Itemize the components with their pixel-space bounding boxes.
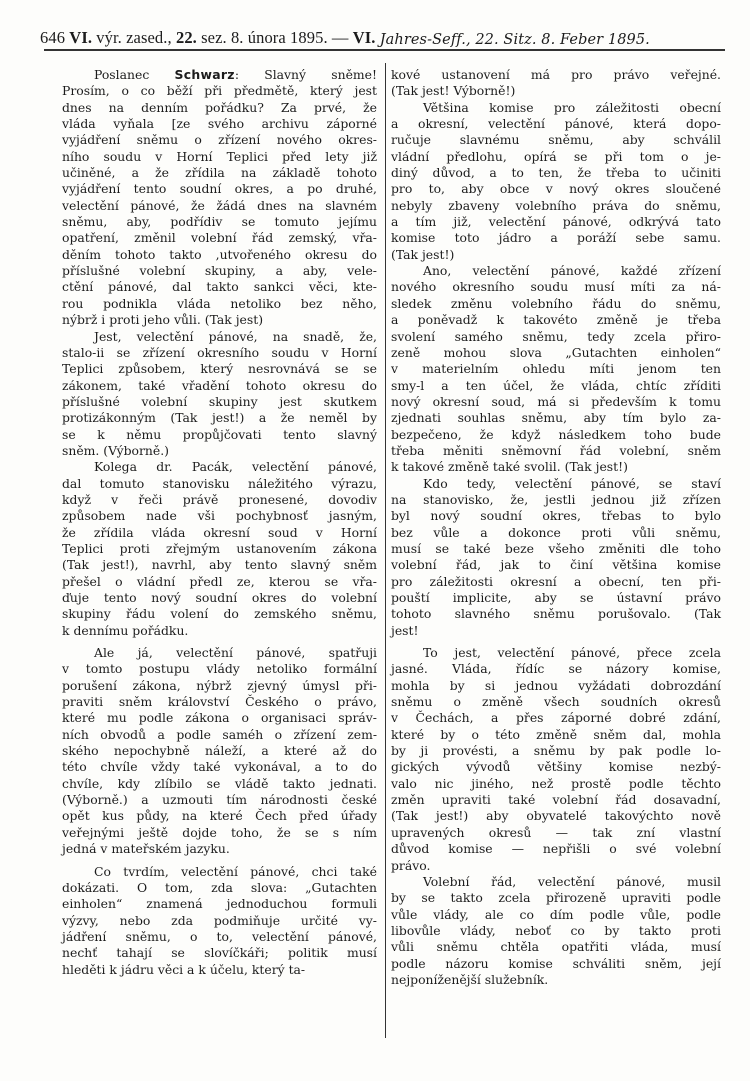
text-line: sněmu o změně všech soudních okresů: [391, 694, 721, 710]
text-line: volební řád, jak to činí většina komise: [391, 557, 721, 573]
text-line: dnes na denním pořádku? Za prvé, že: [62, 99, 377, 115]
text-line: ského nepochybně náleží, a které až do: [62, 743, 377, 759]
text-line: [62, 67, 377, 83]
text-line: které by o této změně sněm dal, mohla: [391, 726, 721, 742]
text-line: Většina komise pro záležitosti obecní: [423, 99, 721, 115]
text-line: Ano, velectění pánové, každé zřízení: [423, 263, 721, 279]
text-line: (Výborně.) a uzmouti tím národnosti české: [62, 792, 377, 808]
text-line: To jest, velectění pánové, přece zcela: [423, 645, 721, 661]
text-line: Volební řád, velectění pánové, musil: [423, 873, 721, 889]
text-line: rou podnikla vláda netoliko bez něho,: [62, 295, 377, 311]
text-line: a poněvadž k takovéto změně je třeba: [391, 312, 721, 328]
text-line: když v řeči právě pronesené, dovodiv: [62, 491, 377, 507]
text-line: vůle vlády, ale co dím podle vůle, podle: [391, 906, 721, 922]
text-line: ního soudu v Horní Teplici před lety již: [62, 148, 377, 164]
text-line: pouští implicite, aby se ústavní právo: [391, 590, 721, 605]
text-line: že zřídila vláda okresní soud v Horní: [62, 524, 377, 540]
text-line: Jest, velectění pánové, na snadě, že,: [94, 328, 377, 344]
text-line: bez vůle a dokonce proti vůli sněmu,: [391, 524, 721, 540]
text-line: porušení zákona, nýbrž zjevný úmysl při-: [62, 677, 377, 693]
paragraph: [62, 459, 377, 639]
text-line: jádření sněmu, o to, velectění pánové,: [62, 928, 377, 944]
text-line: (Tak jest!) aby obyvatelé takovýchto nově: [391, 808, 721, 824]
speaker-prefix: Poslanec: [94, 67, 150, 82]
text-line: příslušné volební skupiny jest skutkem: [62, 393, 377, 409]
text-line: třeba měniti sněmovní řád volební, sněm: [391, 442, 721, 458]
text-line: by ji provésti, a sněmu by pak podle lo-: [391, 743, 721, 759]
paragraph: [62, 645, 377, 857]
text-line: Kolega dr. Pacák, velectění pánové,: [94, 459, 377, 475]
cz-session-label: výr. zased.,: [96, 28, 172, 47]
text-line: gických vývodů většiny komise nezbý-: [391, 759, 721, 775]
text-line: musí se také beze všeho změniti dle toho: [391, 540, 721, 556]
text-line: by se takto zcela přirozeně upraviti podle: [391, 890, 721, 906]
text-line: (Tak jest!): [391, 246, 455, 262]
text-line: hleděti k jádru věci a k účelu, který ta-: [62, 961, 306, 977]
text-line: způsobem nade vši pochybnosť jasným,: [62, 508, 377, 524]
left-column: [62, 67, 377, 978]
text-line: libovůle vlády, neboť co by takto proti: [391, 922, 721, 938]
text-line: (Tak jest!), navrhl, aby tento slavný sněm: [62, 557, 377, 573]
text-line: Teplici proti zřejmým ustanovením zákona: [62, 540, 377, 556]
text-line: vůli sněmu chtěla opatřiti vláda, musí: [391, 939, 721, 955]
text-line: opět kus půdy, na které Čech před úřady: [62, 808, 377, 824]
paragraph: [391, 263, 721, 475]
paragraph: [391, 476, 721, 639]
speaker-salutation: : Slavný sněme!: [234, 67, 377, 82]
speaker-name: Schwarz: [174, 67, 235, 82]
text-line: vyjádření tento soudní okres, a po druhé,: [62, 181, 377, 197]
header-rule: [44, 49, 725, 51]
page-number: 646: [40, 28, 66, 47]
text-line: příslušné volební skupiny, a aby, vele-: [62, 263, 377, 279]
paragraph: [391, 100, 721, 263]
text-line: nechť tahají se slovíčkáři; politik musí: [62, 945, 377, 961]
cz-sitting-number: 22.: [175, 28, 197, 47]
text-line: ních obvodů a podle saméh o zřízení zem-: [62, 726, 377, 742]
text-line: nového okresního soudu musí míti za ná-: [391, 279, 721, 295]
text-line: podle názoru komise schváliti sněm, její: [391, 955, 721, 971]
text-line: tohoto slavného sněmu porušovalo. (Tak: [391, 606, 721, 622]
cz-date: sez. 8. února 1895. —: [201, 28, 349, 47]
cz-session-number: VI.: [69, 28, 93, 47]
running-header: [40, 22, 725, 48]
text-line: této chvíle vždy také vykonával, a to do: [62, 759, 377, 775]
text-line: přešel o vládní předl ze, kterou se vřa-: [62, 573, 377, 589]
text-line: pro to, aby obce v nový okres sloučené: [391, 181, 721, 197]
text-line: (Tak jest! Výborně!): [391, 83, 516, 99]
paragraph: [62, 864, 377, 978]
text-line: veřejnými ještě dojde toho, že se s ním: [62, 824, 377, 840]
text-line: praviti sněm království Českého o právo,: [62, 694, 377, 710]
text-line: nejponíženější služebník.: [391, 971, 549, 987]
de-session-number: VI.: [352, 28, 376, 47]
text-line: Prosím, o co běží při předmětě, který jest: [62, 83, 377, 99]
text-line: Teplici způsobem, který nesrovnává se se: [62, 361, 377, 377]
text-line: byl nový soudní okres, třebas to bylo: [391, 508, 721, 524]
text-line: dal tomuto stanovisku náležitého výrazu,: [62, 475, 377, 491]
text-line: změn upraviti také volební řád dosavadní,: [391, 792, 721, 808]
paragraph: [62, 329, 377, 460]
text-line: zjednati souhlas sněmu, aby tím bylo za-: [391, 410, 721, 426]
text-line: vláda vyňala [ze svého archivu záporné: [62, 116, 377, 132]
text-line: zákonem, také vřadění tohoto okresu do: [62, 377, 377, 393]
paragraph: [391, 874, 721, 988]
text-line: vládní předlohu, opírá se při tom o je-: [391, 148, 721, 164]
text-line: ďuje tento nový soudní okres do volební: [62, 590, 377, 605]
text-line: chvíle, kdy zlíbilo se vládě takto jednati.: [62, 775, 377, 791]
text-line: a okresní, velectění pánové, která dopo-: [391, 116, 721, 132]
de-session-date: Jahres-Seff., 22. Sitz. 8. Feber 1895.: [379, 32, 650, 48]
text-line: vyjádření sněmu o zřízení nového okres-: [62, 132, 377, 148]
text-line: sledek změnu volebního řádu do sněmu,: [391, 295, 721, 311]
text-line: učiněné, a že zřídila na základě tohoto: [62, 165, 377, 181]
paragraph: [391, 67, 721, 100]
right-column: [391, 67, 721, 988]
text-line: skupiny řádu volení do zemského sněmu,: [62, 606, 377, 622]
text-line: opatření, změnil volební řád zemský, vřa-: [62, 230, 377, 246]
text-line: Kdo tedy, velectění pánové, se staví: [423, 475, 721, 491]
text-line: k takové změně také svolil. (Tak jest!): [391, 459, 628, 475]
paragraph-lines: [62, 83, 377, 328]
text-line: jest!: [391, 622, 419, 638]
text-line: bezpečeno, že když následkem toho bude: [391, 426, 721, 442]
text-line: mohla by si jednou vyžádati dobrozdání: [391, 677, 721, 693]
text-line: protizákonným (Tak jest!) a že neměl by: [62, 410, 377, 426]
text-line: k dennímu pořádku.: [62, 622, 189, 638]
text-line: ručuje slavnému sněmu, aby schválil: [391, 132, 721, 148]
text-line: dokázati. O tom, zda slova: „Gutachten: [62, 879, 377, 895]
text-line: nový okresní soud, má si především k tomu: [391, 393, 721, 409]
text-line: v tomto postupu vlády netoliko formální: [62, 661, 377, 677]
text-line: valo nic jiného, než prostě podle těchto: [391, 775, 721, 791]
text-line: ctění pánové, dal takto sankci věci, kte-: [62, 279, 377, 295]
text-line: upravených okresů — tak zní vlastní: [391, 824, 721, 840]
text-line: stalo-ii se zřízení okresního soudu v Horní: [62, 344, 377, 360]
text-line: komise toto jádro a poráží sebe samu.: [391, 230, 721, 246]
text-line: se k němu propůjčovati tento slavný: [62, 426, 377, 442]
text-line: svolení samého sněmu, tedy zcela přiro-: [391, 328, 721, 344]
text-line: Co tvrdím, velectění pánové, chci také: [94, 863, 377, 879]
text-line: důvod komise — nepřišli o své volební: [391, 841, 721, 857]
text-line: velectění pánové, že žádá dnes na slavném: [62, 197, 377, 213]
text-line: v materielním ohledu míti jenom ten: [391, 361, 721, 377]
text-line: jedná v mateřském jazyku.: [62, 841, 230, 857]
paragraph: [391, 645, 721, 874]
text-line: děním tohoto takto ,utvořeného okresu do: [62, 246, 377, 262]
text-line: pro záležitosti okresní a obecní, ten při-: [391, 573, 721, 589]
text-line: právo.: [391, 857, 431, 873]
paragraph: [62, 67, 377, 329]
column-divider: [385, 63, 386, 1038]
text-line: diný důvod, a to ten, že třeba to učiniti: [391, 165, 721, 181]
text-line: nýbrž i proti jeho vůli. (Tak jest): [62, 312, 264, 328]
text-line: jasné. Vláda, řídíc se názory komise,: [391, 661, 721, 677]
text-line: v Čechách, a přes záporné dobré zdání,: [391, 710, 721, 726]
text-line: sněm. (Výborně.): [62, 442, 169, 458]
text-line: smy-l a ten účel, že vláda, chtíc zříditi: [391, 377, 721, 393]
text-line: zeně mohou slova „Gutachten einholen“: [391, 344, 721, 360]
text-line: sněmu, aby, podřídiv se tomuto jejímu: [62, 214, 377, 230]
text-line: které mu podle zákona o organisaci správ-: [62, 710, 377, 726]
text-line: kové ustanovení má pro právo veřejné.: [391, 67, 721, 82]
text-line: výzvy, nebo zda podmiňuje určité vy-: [62, 912, 377, 928]
text-line: a tím již, velectění pánové, odkrývá tato: [391, 214, 721, 230]
text-line: nebyly zbaveny volebního práva do sněmu,: [391, 197, 721, 213]
text-line: na stanovisko, že, jestli jednou již zřízen: [391, 491, 721, 507]
text-line: einholen“ znamená jednoduchou formuli: [62, 896, 377, 912]
text-line: Ale já, velectění pánové, spatřuji: [94, 645, 377, 661]
